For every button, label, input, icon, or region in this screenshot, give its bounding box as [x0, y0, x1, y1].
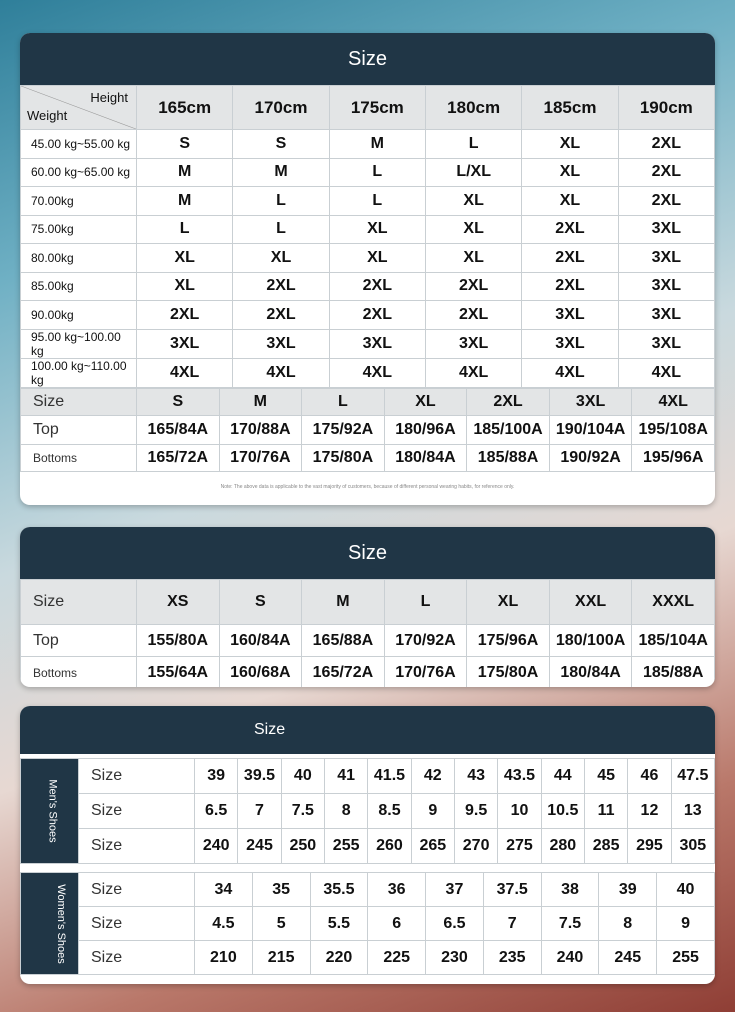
weight-cell: 45.00 kg~55.00 kg: [21, 130, 137, 159]
size-cell: L: [233, 215, 329, 244]
value-cell: XXXL: [632, 580, 715, 625]
size-cell: 2XL: [522, 244, 618, 273]
shoe-size-cell: 5: [252, 907, 310, 941]
women-shoe-table: [20, 872, 715, 975]
card-title: Size: [20, 33, 715, 85]
shoe-size-cell: 39: [599, 873, 657, 907]
shoe-size-cell: 34: [195, 873, 253, 907]
value-cell: 3XL: [549, 388, 632, 415]
size-cell: 2XL: [618, 158, 714, 187]
size-cell: M: [233, 158, 329, 187]
size-cell: 2XL: [137, 301, 233, 330]
value-cell: 155/64A: [137, 657, 220, 688]
shoe-category-label: [21, 873, 79, 975]
shoe-size-cell: 43.5: [498, 759, 541, 794]
weight-cell: 100.00 kg~110.00 kg: [21, 358, 137, 387]
weight-cell: 85.00kg: [21, 272, 137, 301]
weight-cell: 90.00kg: [21, 301, 137, 330]
category-text: Men's Shoes: [46, 779, 59, 843]
size-cell: XL: [137, 272, 233, 301]
value-cell: 185/104A: [632, 625, 715, 657]
row-label: Size: [79, 829, 195, 864]
size-cell: 4XL: [329, 358, 425, 387]
table-row: [21, 244, 715, 273]
size-cell: XL: [425, 187, 521, 216]
category-text: Women's Shoes: [54, 883, 67, 964]
weight-cell: 75.00kg: [21, 215, 137, 244]
height-header: 165cm: [137, 86, 233, 130]
value-cell: XL: [467, 580, 550, 625]
value-cell: 170/88A: [219, 415, 302, 444]
size-cell: 2XL: [425, 272, 521, 301]
shoe-size-cell: 40: [281, 759, 324, 794]
size-cell: XL: [233, 244, 329, 273]
shoe-row: [21, 829, 715, 864]
height-header: 190cm: [618, 86, 714, 130]
shoe-size-cell: 43: [454, 759, 497, 794]
shoe-size-cell: 7.5: [281, 794, 324, 829]
shoe-size-cell: 270: [454, 829, 497, 864]
height-weight-header: [21, 86, 137, 130]
shoe-size-cell: 10: [498, 794, 541, 829]
shoe-size-cell: 280: [541, 829, 584, 864]
value-cell: 180/100A: [549, 625, 632, 657]
value-cell: 180/96A: [384, 415, 467, 444]
shoe-size-cell: 36: [368, 873, 426, 907]
value-cell: 2XL: [467, 388, 550, 415]
size-cell: 3XL: [618, 272, 714, 301]
shoe-size-cell: 39.5: [238, 759, 281, 794]
size-cell: L: [425, 130, 521, 159]
size-cell: 3XL: [329, 329, 425, 358]
note-text: Note: The above data is applicable to the vast majority of customers, because of different personal wearing habits, for reference only.: [220, 483, 515, 490]
size-cell: 3XL: [618, 329, 714, 358]
size-row: [21, 388, 715, 415]
shoe-size-cell: 37.5: [483, 873, 541, 907]
value-cell: 165/72A: [302, 657, 385, 688]
shoe-size-cell: 295: [628, 829, 671, 864]
value-cell: 180/84A: [384, 444, 467, 471]
size-cell: 2XL: [425, 301, 521, 330]
row-label: Size: [21, 388, 137, 415]
value-cell: 185/88A: [467, 444, 550, 471]
shoe-size-cell: 245: [599, 941, 657, 975]
shoe-size-cell: 5.5: [310, 907, 368, 941]
value-cell: 175/80A: [302, 444, 385, 471]
weight-label: Weight: [27, 108, 68, 123]
shoe-size-cell: 285: [584, 829, 627, 864]
shoe-size-cell: 37: [426, 873, 484, 907]
table-row: [21, 272, 715, 301]
value-cell: 175/92A: [302, 415, 385, 444]
shoe-size-cell: 245: [238, 829, 281, 864]
value-cell: S: [137, 388, 220, 415]
shoe-size-cell: 38: [541, 873, 599, 907]
table-row: [21, 187, 715, 216]
value-cell: 185/88A: [632, 657, 715, 688]
shoe-size-cell: 41: [324, 759, 367, 794]
row-label: Size: [21, 580, 137, 625]
shoe-size-cell: 255: [324, 829, 367, 864]
height-label: Height: [90, 90, 128, 105]
shoe-size-cell: 35.5: [310, 873, 368, 907]
shoe-size-cell: 9: [657, 907, 715, 941]
size-cell: L/XL: [425, 158, 521, 187]
top-row: [21, 625, 715, 657]
shoe-row: [21, 873, 715, 907]
size-cell: 2XL: [329, 301, 425, 330]
value-cell: 4XL: [632, 388, 715, 415]
value-cell: L: [384, 580, 467, 625]
weight-cell: 95.00 kg~100.00 kg: [21, 329, 137, 358]
card-title: Size: [20, 527, 715, 579]
shoe-size-cell: 265: [411, 829, 454, 864]
shoe-size-cell: 225: [368, 941, 426, 975]
shoe-size-cell: 305: [671, 829, 714, 864]
height-header: 175cm: [329, 86, 425, 130]
shoe-size-cell: 255: [657, 941, 715, 975]
shoe-row: [21, 941, 715, 975]
row-label: Bottoms: [21, 657, 137, 688]
value-cell: M: [302, 580, 385, 625]
bottoms-row: [21, 657, 715, 688]
size-conversion-table: [20, 388, 715, 472]
value-cell: 180/84A: [549, 657, 632, 688]
value-cell: 190/104A: [549, 415, 632, 444]
card-title: Size: [20, 706, 715, 754]
size-cell: 2XL: [522, 272, 618, 301]
value-cell: 165/88A: [302, 625, 385, 657]
shoe-size-cell: 215: [252, 941, 310, 975]
weight-cell: 60.00 kg~65.00 kg: [21, 158, 137, 187]
shoe-size-cell: 6: [368, 907, 426, 941]
shoe-size-cell: 240: [541, 941, 599, 975]
value-cell: 170/76A: [384, 657, 467, 688]
value-cell: 155/80A: [137, 625, 220, 657]
size-cell: XL: [329, 244, 425, 273]
size-cell: 2XL: [233, 301, 329, 330]
shoe-size-cell: 7: [483, 907, 541, 941]
size-chart-card-2: [20, 527, 715, 687]
size-chart-card: [20, 33, 715, 505]
shoe-size-cell: 12: [628, 794, 671, 829]
size-cell: XL: [522, 158, 618, 187]
shoe-size-cell: 8: [599, 907, 657, 941]
value-cell: 185/100A: [467, 415, 550, 444]
shoe-size-cell: 250: [281, 829, 324, 864]
value-cell: 170/92A: [384, 625, 467, 657]
shoe-size-cell: 220: [310, 941, 368, 975]
shoe-size-cell: 210: [195, 941, 253, 975]
shoe-size-cell: 9.5: [454, 794, 497, 829]
top-row: [21, 415, 715, 444]
value-cell: 165/72A: [137, 444, 220, 471]
bottoms-row: [21, 444, 715, 471]
table-row: [21, 329, 715, 358]
size-cell: 3XL: [233, 329, 329, 358]
table-row: [21, 215, 715, 244]
shoe-size-cell: 11: [584, 794, 627, 829]
size-cell: XL: [522, 187, 618, 216]
size-cell: 3XL: [522, 301, 618, 330]
row-label: Size: [79, 907, 195, 941]
value-cell: 160/84A: [219, 625, 302, 657]
size-row: [21, 580, 715, 625]
shoe-size-cell: 9: [411, 794, 454, 829]
weight-cell: 80.00kg: [21, 244, 137, 273]
shoe-size-cell: 7: [238, 794, 281, 829]
value-cell: 190/92A: [549, 444, 632, 471]
value-cell: 175/96A: [467, 625, 550, 657]
table-row: [21, 301, 715, 330]
size-cell: 2XL: [522, 215, 618, 244]
value-cell: 195/96A: [632, 444, 715, 471]
size-cell: L: [233, 187, 329, 216]
table-row: [21, 158, 715, 187]
shoe-size-cell: 42: [411, 759, 454, 794]
row-label: Size: [79, 873, 195, 907]
size-cell: L: [329, 158, 425, 187]
height-header: 180cm: [425, 86, 521, 130]
row-label: Bottoms: [21, 444, 137, 471]
value-cell: XXL: [549, 580, 632, 625]
size-cell: 3XL: [618, 301, 714, 330]
men-shoe-table: [20, 758, 715, 864]
shoe-size-cell: 260: [368, 829, 411, 864]
shoe-size-cell: 7.5: [541, 907, 599, 941]
row-label: Size: [79, 941, 195, 975]
table-row: [21, 358, 715, 387]
shoe-size-cell: 44: [541, 759, 584, 794]
value-cell: 165/84A: [137, 415, 220, 444]
value-cell: S: [219, 580, 302, 625]
row-label: Top: [21, 625, 137, 657]
shoe-size-cell: 46: [628, 759, 671, 794]
weight-cell: 70.00kg: [21, 187, 137, 216]
size-cell: 2XL: [329, 272, 425, 301]
value-cell: L: [302, 388, 385, 415]
shoe-row: [21, 794, 715, 829]
size-cell: XL: [522, 130, 618, 159]
height-weight-table: [20, 85, 715, 388]
shoe-size-cell: 240: [195, 829, 238, 864]
size-cell: M: [137, 158, 233, 187]
shoe-size-cell: 6.5: [195, 794, 238, 829]
row-label: Size: [79, 759, 195, 794]
shoe-size-cell: 35: [252, 873, 310, 907]
size-cell: XL: [329, 215, 425, 244]
value-cell: 160/68A: [219, 657, 302, 688]
shoe-size-cell: 39: [195, 759, 238, 794]
value-cell: XS: [137, 580, 220, 625]
size-cell: 4XL: [618, 358, 714, 387]
size-cell: XL: [425, 215, 521, 244]
size-cell: 4XL: [233, 358, 329, 387]
shoe-category-label: [21, 759, 79, 864]
shoe-size-cell: 47.5: [671, 759, 714, 794]
size-cell: 4XL: [137, 358, 233, 387]
shoe-size-cell: 235: [483, 941, 541, 975]
size-cell: 2XL: [618, 130, 714, 159]
shoe-size-card: [20, 706, 715, 984]
value-cell: 195/108A: [632, 415, 715, 444]
shoe-size-cell: 6.5: [426, 907, 484, 941]
size-cell: M: [329, 130, 425, 159]
size-cell: M: [137, 187, 233, 216]
shoe-size-cell: 40: [657, 873, 715, 907]
size-conversion-table-2: [20, 579, 715, 687]
size-cell: 2XL: [233, 272, 329, 301]
size-cell: 3XL: [618, 244, 714, 273]
size-cell: 3XL: [137, 329, 233, 358]
value-cell: 170/76A: [219, 444, 302, 471]
shoe-size-cell: 8: [324, 794, 367, 829]
size-cell: S: [233, 130, 329, 159]
value-cell: M: [219, 388, 302, 415]
size-cell: XL: [425, 244, 521, 273]
row-label: Top: [21, 415, 137, 444]
height-header: 170cm: [233, 86, 329, 130]
size-cell: 3XL: [522, 329, 618, 358]
value-cell: 175/80A: [467, 657, 550, 688]
size-cell: 3XL: [618, 215, 714, 244]
shoe-row: [21, 759, 715, 794]
shoe-size-cell: 10.5: [541, 794, 584, 829]
size-cell: S: [137, 130, 233, 159]
shoe-size-cell: 4.5: [195, 907, 253, 941]
shoe-size-cell: 41.5: [368, 759, 411, 794]
shoe-size-cell: 13: [671, 794, 714, 829]
size-cell: 3XL: [425, 329, 521, 358]
shoe-size-cell: 230: [426, 941, 484, 975]
size-cell: L: [329, 187, 425, 216]
table-row: [21, 130, 715, 159]
shoe-size-cell: 45: [584, 759, 627, 794]
height-header: 185cm: [522, 86, 618, 130]
size-cell: XL: [137, 244, 233, 273]
value-cell: XL: [384, 388, 467, 415]
shoe-size-cell: 8.5: [368, 794, 411, 829]
shoe-row: [21, 907, 715, 941]
size-cell: L: [137, 215, 233, 244]
row-label: Size: [79, 794, 195, 829]
size-cell: 4XL: [522, 358, 618, 387]
size-cell: 2XL: [618, 187, 714, 216]
shoe-size-cell: 275: [498, 829, 541, 864]
size-cell: 4XL: [425, 358, 521, 387]
